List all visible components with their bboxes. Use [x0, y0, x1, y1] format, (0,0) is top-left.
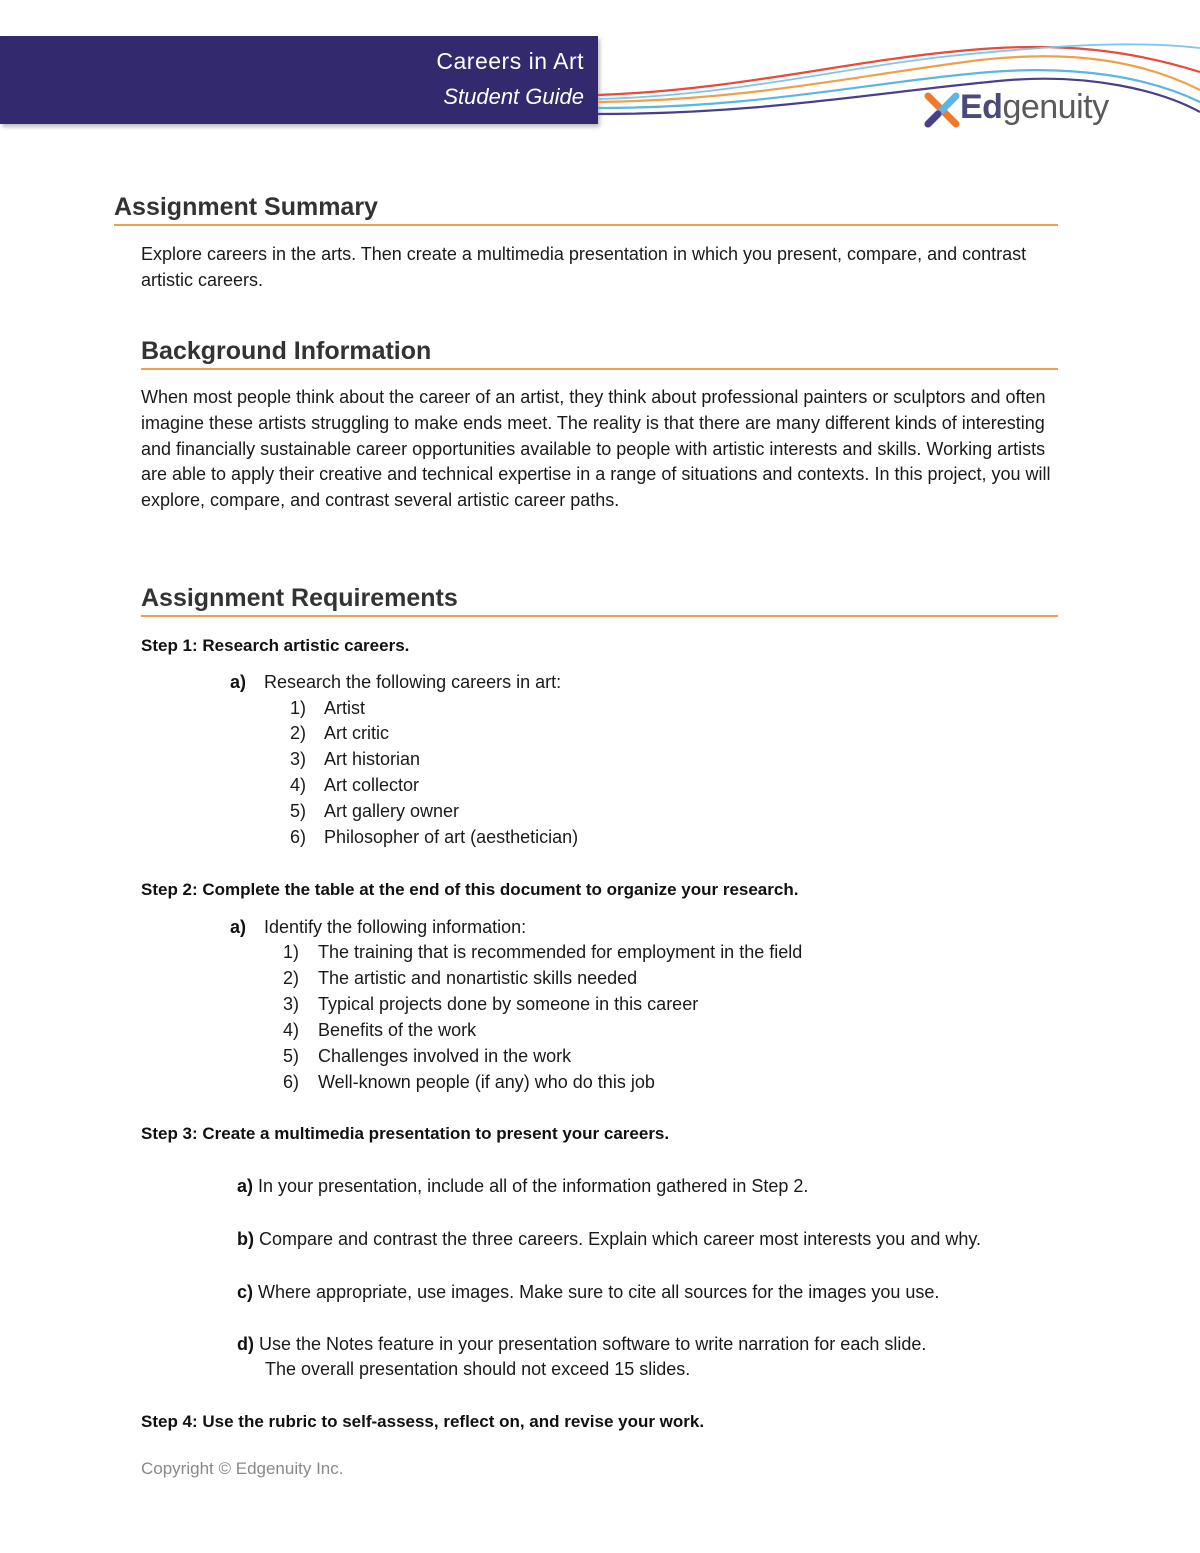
info-item: Benefits of the work	[318, 1020, 477, 1040]
list-item-text: Use the Notes feature in your presentation software to write narration for each slide.	[259, 1334, 927, 1354]
list-number: 5)	[290, 801, 307, 821]
step-2-info-2	[283, 968, 637, 989]
list-item-text: Research the following careers in art:	[264, 672, 562, 692]
list-number: 6)	[290, 827, 307, 847]
list-number: 3)	[283, 994, 300, 1014]
step-2-info-1	[283, 942, 802, 963]
info-item: The artistic and nonartistic skills needed	[318, 968, 638, 988]
list-number: 4)	[283, 1020, 300, 1040]
list-item-text: Identify the following information:	[264, 917, 527, 937]
step-3-item-c	[237, 1282, 939, 1303]
step-1-career-2	[290, 723, 389, 744]
step-3-label: Step 3: Create a multimedia presentation to present your careers.	[141, 1124, 670, 1143]
background-information-text: When most people think about the career of an artist, they think about professional painters or sculptors and often imagine these artists struggling to make ends meet. The reality is that there are many different kinds of interesting and financially sustainable career opportunities available to people with artistic interests and skills. Working artists are able to apply their creative and technical expertise in a range of situations and contexts. In this project, you will explore, compare, and contrast several artistic career paths.	[141, 387, 1051, 511]
career-name: Artist	[324, 698, 366, 718]
step-1-career-3	[290, 749, 420, 770]
step-2-info-6	[283, 1072, 655, 1093]
step-4-label: Step 4: Use the rubric to self-assess, reflect on, and revise your work.	[141, 1412, 705, 1431]
info-item: Well-known people (if any) who do this job	[318, 1072, 655, 1092]
guide-subtitle: Student Guide	[443, 84, 584, 109]
info-item: Challenges involved in the work	[318, 1046, 572, 1066]
list-marker: c)	[237, 1282, 254, 1302]
section-divider	[141, 615, 1058, 617]
logo-wordmark	[960, 88, 1109, 127]
step-2-item-a	[230, 917, 526, 938]
list-marker: b)	[237, 1229, 254, 1249]
list-item-text: Compare and contrast the three careers. Explain which career most interests you and why.	[259, 1229, 982, 1249]
career-name: Art gallery owner	[324, 801, 460, 821]
list-marker: a)	[230, 917, 247, 937]
career-name: Art historian	[324, 749, 421, 769]
list-number: 2)	[290, 723, 307, 743]
step-3-item-d-continuation: The overall presentation should not exceed 15 slides.	[265, 1359, 691, 1379]
copyright-footer: Copyright © Edgenuity Inc.	[141, 1459, 344, 1478]
step-1-career-6	[290, 827, 578, 848]
step-1-label: Step 1: Research artistic careers.	[141, 636, 410, 655]
list-marker: a)	[237, 1176, 254, 1196]
step-3-item-d	[237, 1334, 926, 1355]
list-marker: a)	[230, 672, 247, 692]
course-title: Careers in Art	[436, 48, 584, 74]
info-item: The training that is recommended for employment in the field	[318, 942, 803, 962]
logo-wordmark-bold: Ed	[960, 88, 1003, 126]
assignment-requirements-heading: Assignment Requirements	[141, 584, 458, 612]
list-item-text: Where appropriate, use images. Make sure to cite all sources for the images you use.	[258, 1282, 940, 1302]
step-2-info-3	[283, 994, 698, 1015]
list-number: 3)	[290, 749, 307, 769]
assignment-summary-text: Explore careers in the arts. Then create a multimedia presentation in which you present, compare, and contrast artistic careers.	[141, 244, 1027, 290]
step-1-career-4	[290, 775, 419, 796]
list-number: 4)	[290, 775, 307, 795]
career-name: Art critic	[324, 723, 389, 743]
step-3-item-b	[237, 1229, 981, 1250]
list-item-text: In your presentation, include all of the information gathered in Step 2.	[258, 1176, 809, 1196]
info-item: Typical projects done by someone in this career	[318, 994, 699, 1014]
step-1-career-1	[290, 698, 365, 719]
step-1-item-a	[230, 672, 561, 693]
career-name: Philosopher of art (aesthetician)	[324, 827, 579, 847]
list-number: 6)	[283, 1072, 300, 1092]
step-1-career-5	[290, 801, 459, 822]
list-number: 5)	[283, 1046, 300, 1066]
list-marker: d)	[237, 1334, 254, 1354]
list-number: 1)	[290, 698, 307, 718]
list-number: 1)	[283, 942, 300, 962]
career-name: Art collector	[324, 775, 420, 795]
step-2-info-5	[283, 1046, 571, 1067]
step-2-info-4	[283, 1020, 476, 1041]
logo-wordmark-rest: genuity	[1002, 88, 1109, 126]
background-information-heading: Background Information	[141, 337, 432, 365]
section-divider	[114, 224, 1058, 226]
step-2-label: Step 2: Complete the table at the end of this document to organize your research.	[141, 880, 799, 899]
header-banner	[0, 36, 598, 124]
section-divider	[141, 368, 1058, 370]
assignment-summary-heading: Assignment Summary	[114, 193, 378, 221]
list-number: 2)	[283, 968, 300, 988]
edgenuity-x-logo-icon	[924, 92, 960, 128]
step-3-item-a	[237, 1176, 808, 1197]
